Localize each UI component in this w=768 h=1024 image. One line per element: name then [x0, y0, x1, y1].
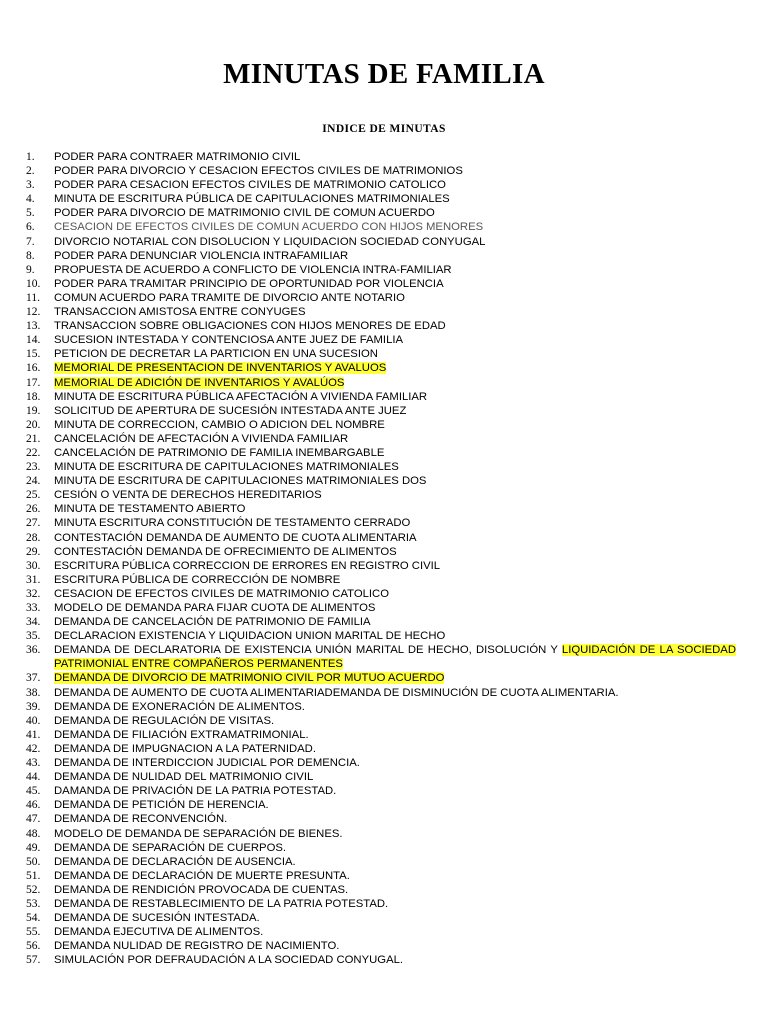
index-item	[26, 404, 736, 418]
index-item-title: CONTESTACIÓN DEMANDA DE AUMENTO DE CUOTA ALIMENTARIA	[54, 531, 417, 544]
index-item-number: 23.	[26, 461, 41, 474]
index-item-number: 28.	[26, 531, 41, 544]
index-item-text	[54, 220, 736, 234]
index-item-title: DEMANDA DE DIVORCIO DE MATRIMONIO CIVIL POR MUTUO ACUERDO	[54, 672, 445, 685]
index-item-text	[54, 263, 736, 277]
index-heading: INDICE DE MINUTAS	[322, 123, 446, 135]
index-item-number: 5.	[26, 207, 35, 220]
index-item	[26, 460, 736, 474]
index-item-text	[54, 686, 736, 700]
index-item-title: PODER PARA DENUNCIAR VIOLENCIA INTRAFAMILIAR	[54, 249, 349, 262]
index-item-text	[54, 897, 736, 911]
index-item-title: DEMANDA DE EXONERACIÓN DE ALIMENTOS.	[54, 700, 305, 713]
index-item-title: TRANSACCION SOBRE OBLIGACIONES CON HIJOS MENORES DE EDAD	[54, 320, 446, 333]
index-item	[26, 164, 736, 178]
index-item-title: DEMANDA DE NULIDAD DEL MATRIMONIO CIVIL	[54, 771, 314, 784]
index-item-number: 51.	[26, 869, 41, 882]
index-item	[26, 686, 736, 700]
index-item-text	[54, 812, 736, 826]
index-item-title: DEMANDA DE SEPARACIÓN DE CUERPOS.	[54, 841, 287, 854]
index-item-text	[54, 728, 736, 742]
index-item	[26, 883, 736, 897]
index-item	[26, 714, 736, 728]
index-item-title: PETICION DE DECRETAR LA PARTICION EN UNA SUCESION	[54, 348, 378, 361]
index-item-title: COMUN ACUERDO PARA TRAMITE DE DIVORCIO ANTE NOTARIO	[54, 291, 405, 304]
index-item-title: DEMANDA DE IMPUGNACION A LA PATERNIDAD.	[54, 742, 316, 755]
index-item	[26, 756, 736, 770]
index-item-number: 32.	[26, 587, 41, 600]
index-item-title: DEMANDA EJECUTIVA DE ALIMENTOS.	[54, 926, 264, 939]
index-item-text	[54, 827, 736, 841]
index-item-number: 22.	[26, 446, 41, 459]
index-item-title: DEMANDA DE INTERDICCION JUDICIAL POR DEMENCIA.	[54, 757, 360, 770]
index-item-title: DEMANDA DE SUCESIÓN INTESTADA.	[54, 912, 260, 925]
index-item-number: 29.	[26, 545, 41, 558]
index-item-title: MINUTA DE TESTAMENTO ABIERTO	[54, 503, 246, 516]
index-item-text	[54, 784, 736, 798]
index-item-title: DEMANDA DE DECLARACIÓN DE AUSENCIA.	[54, 855, 296, 868]
index-item	[26, 418, 736, 432]
index-item-title: CESIÓN O VENTA DE DERECHOS HEREDITARIOS	[54, 489, 322, 502]
index-item-text	[54, 474, 736, 488]
index-item-number: 37.	[26, 672, 41, 685]
index-item-number: 19.	[26, 404, 41, 417]
index-item	[26, 488, 736, 502]
index-item-title: CESACION DE EFECTOS CIVILES DE COMUN ACUERDO CON HIJOS MENORES	[54, 221, 484, 234]
index-item-title: SIMULACIÓN POR DEFRAUDACIÓN A LA SOCIEDAD CONYUGAL.	[54, 954, 404, 967]
index-item-title: DEMANDA DE REGULACIÓN DE VISITAS.	[54, 714, 275, 727]
index-item-title: MINUTA DE ESCRITURA DE CAPITULACIONES MATRIMONIALES	[54, 461, 399, 474]
index-item-text	[54, 432, 736, 446]
index-item-title: DEMANDA NULIDAD DE REGISTRO DE NACIMIENTO.	[54, 940, 340, 953]
index-item	[26, 376, 736, 390]
index-item-title: DEMANDA DE DECLARACIÓN DE MUERTE PRESUNTA.	[54, 869, 350, 882]
index-item-number: 17.	[26, 376, 41, 389]
index-item-highlight: LIQUIDACIÓN DE LA SOCIEDAD PATRIMONIAL ENTRE COMPAÑEROS PERMANENTES	[54, 644, 737, 671]
index-item-text	[54, 953, 736, 967]
index-item-title: DEMANDA DE DECLARATORIA DE EXISTENCIA UNIÓN MARITAL DE HECHO, DISOLUCIÓN Y	[54, 644, 558, 657]
index-item-text	[54, 545, 736, 559]
index-item-number: 38.	[26, 686, 41, 699]
index-item-text	[54, 756, 736, 770]
index-item-text	[54, 164, 736, 178]
index-item-title: CANCELACIÓN DE AFECTACIÓN A VIVIENDA FAMILIAR	[54, 432, 349, 445]
index-item	[26, 573, 736, 587]
index-item-number: 24.	[26, 475, 41, 488]
index-item-number: 47.	[26, 813, 41, 826]
index-item-number: 34.	[26, 616, 41, 629]
index-item-number: 9.	[26, 263, 35, 276]
index-item-number: 1.	[26, 151, 35, 163]
index-item-text	[54, 770, 736, 784]
index-item-number: 45.	[26, 785, 41, 798]
index-item	[26, 798, 736, 812]
index-item-title: MEMORIAL DE PRESENTACION DE INVENTARIOS Y AVALUOS	[54, 362, 387, 375]
index-item-number: 25.	[26, 489, 41, 502]
index-item-title: MODELO DE DEMANDA DE SEPARACIÓN DE BIENES.	[54, 827, 343, 840]
page-title: MINUTAS DE FAMILIA	[223, 58, 545, 90]
index-item	[26, 953, 736, 967]
index-item-number: 54.	[26, 912, 41, 925]
index-item-number: 4.	[26, 193, 35, 206]
index-item	[26, 728, 736, 742]
index-item-number: 18.	[26, 390, 41, 403]
index-item-title: MODELO DE DEMANDA PARA FIJAR CUOTA DE ALIMENTOS	[54, 602, 376, 614]
index-item-number: 10.	[26, 277, 41, 290]
index-item-title: DEMANDA DE RESTABLECIMIENTO DE LA PATRIA POTESTAD.	[54, 897, 389, 910]
index-item-number: 20.	[26, 418, 41, 431]
index-item	[26, 827, 736, 841]
index-item-text	[54, 404, 736, 418]
index-item-text	[54, 601, 736, 615]
index-item-number: 55.	[26, 926, 41, 939]
index-item-title: DEMANDA DE CANCELACIÓN DE PATRIMONIO DE FAMILIA	[54, 616, 371, 629]
index-item-title: PODER PARA CESACION EFECTOS CIVILES DE MATRIMONIO CATOLICO	[54, 179, 446, 192]
index-item	[26, 911, 736, 925]
index-item	[26, 502, 736, 516]
index-item-title: MEMORIAL DE ADICIÓN DE INVENTARIOS Y AVALÚOS	[54, 376, 345, 389]
index-item-title: DECLARACION EXISTENCIA Y LIQUIDACION UNION MARITAL DE HECHO	[54, 630, 446, 643]
index-item-text	[54, 192, 736, 206]
index-item-text	[54, 939, 736, 953]
index-item-title: PROPUESTA DE ACUERDO A CONFLICTO DE VIOLENCIA INTRA-FAMILIAR	[54, 263, 452, 276]
index-item	[26, 206, 736, 220]
index-item-title: MINUTA DE CORRECCION, CAMBIO O ADICION DEL NOMBRE	[54, 418, 385, 431]
index-item	[26, 897, 736, 911]
index-item-text	[54, 277, 736, 291]
index-item-number: 49.	[26, 841, 41, 854]
index-item-text	[54, 305, 736, 319]
index-item	[26, 812, 736, 826]
index-item-number: 26.	[26, 503, 41, 516]
index-item-text	[54, 714, 736, 728]
index-item	[26, 770, 736, 784]
index-item-text	[54, 150, 736, 164]
index-item	[26, 305, 736, 319]
index-item	[26, 220, 736, 234]
index-item-text	[54, 516, 736, 530]
index-item-title: PODER PARA DIVORCIO DE MATRIMONIO CIVIL DE COMUN ACUERDO	[54, 207, 435, 220]
index-item-text	[54, 531, 736, 545]
index-item	[26, 446, 736, 460]
index-item-text	[54, 502, 736, 516]
index-item-number: 57.	[26, 954, 41, 967]
index-item-title: PODER PARA DIVORCIO Y CESACION EFECTOS CIVILES DE MATRIMONIOS	[54, 165, 463, 178]
index-item-number: 42.	[26, 742, 41, 755]
index-item	[26, 319, 736, 333]
index-item-number: 35.	[26, 630, 41, 643]
index-item-title: DEMANDA DE PETICIÓN DE HERENCIA.	[54, 799, 269, 812]
index-item	[26, 671, 736, 685]
index-item	[26, 150, 736, 164]
index-item-title: DAMANDA DE PRIVACIÓN DE LA PATRIA POTESTAD.	[54, 785, 337, 798]
index-item	[26, 587, 736, 601]
index-item-number: 41.	[26, 728, 41, 741]
index-item	[26, 559, 736, 573]
index-item	[26, 347, 736, 361]
index-item-number: 3.	[26, 179, 35, 192]
index-item-text	[54, 319, 736, 333]
index-item-title: CESACION DE EFECTOS CIVILES DE MATRIMONIO CATOLICO	[54, 587, 389, 600]
index-item-number: 2.	[26, 165, 35, 178]
index-item-text	[54, 855, 736, 869]
index-item-number: 36.	[26, 644, 41, 657]
index-item-text	[54, 178, 736, 192]
index-item	[26, 925, 736, 939]
index-item	[26, 531, 736, 545]
index-item-text	[54, 629, 736, 643]
index-item-text	[54, 249, 736, 263]
index-item-number: 33.	[26, 602, 41, 614]
index-item-number: 15.	[26, 348, 41, 361]
index-item	[26, 855, 736, 869]
index-item-text	[54, 488, 736, 502]
index-item-number: 44.	[26, 771, 41, 784]
index-item-text	[54, 615, 736, 629]
index-item	[26, 516, 736, 530]
index-item-text	[54, 869, 736, 883]
index-item-text	[54, 700, 736, 714]
index-item-number: 52.	[26, 883, 41, 896]
index-item-text	[54, 559, 736, 573]
index-item-number: 21.	[26, 432, 41, 445]
index-item	[26, 629, 736, 643]
index-item-title: MINUTA ESCRITURA CONSTITUCIÓN DE TESTAMENTO CERRADO	[54, 517, 411, 530]
index-item-number: 30.	[26, 559, 41, 572]
index-item-text	[54, 643, 736, 671]
index-item-title: ESCRITURA PÚBLICA CORRECCION DE ERRORES EN REGISTRO CIVIL	[54, 559, 441, 572]
index-item-text	[54, 671, 736, 685]
index-item-title: SOLICITUD DE APERTURA DE SUCESIÓN INTESTADA ANTE JUEZ	[54, 404, 407, 417]
index-item-number: 13.	[26, 320, 41, 333]
index-item-number: 53.	[26, 897, 41, 910]
index-item-number: 48.	[26, 827, 41, 840]
index-item	[26, 742, 736, 756]
index-item-title: CONTESTACIÓN DEMANDA DE OFRECIMIENTO DE ALIMENTOS	[54, 545, 397, 558]
index-item-text	[54, 291, 736, 305]
index-item-text	[54, 361, 736, 375]
index-item-text	[54, 925, 736, 939]
index-item-text	[54, 883, 736, 897]
index-item-text	[54, 376, 736, 390]
index-item-title: MINUTA DE ESCRITURA PÚBLICA AFECTACIÓN A VIVIENDA FAMILIAR	[54, 390, 428, 403]
index-item-title: CANCELACIÓN DE PATRIMONIO DE FAMILIA INEMBARGABLE	[54, 446, 385, 459]
index-item-text	[54, 347, 736, 361]
index-item	[26, 601, 736, 615]
index-item-number: 16.	[26, 362, 41, 375]
index-item-text	[54, 390, 736, 404]
index-item-text	[54, 798, 736, 812]
index-item-number: 14.	[26, 334, 41, 347]
index-item	[26, 361, 736, 375]
index-item-number: 12.	[26, 306, 41, 319]
index-item-text	[54, 235, 736, 249]
index-item-number: 31.	[26, 573, 41, 586]
index-item-title: MINUTA DE ESCRITURA PÚBLICA DE CAPITULACIONES MATRIMONIALES	[54, 193, 450, 206]
index-item-text	[54, 418, 736, 432]
index-item-title: SUCESION INTESTADA Y CONTENCIOSA ANTE JUEZ DE FAMILIA	[54, 334, 404, 347]
index-item-text	[54, 911, 736, 925]
index-item	[26, 291, 736, 305]
index-item-text	[54, 573, 736, 587]
index-item-number: 8.	[26, 249, 35, 262]
index-item-title: ESCRITURA PÚBLICA DE CORRECCIÓN DE NOMBRE	[54, 573, 341, 586]
index-item	[26, 263, 736, 277]
index-item-title: DEMANDA DE RENDICIÓN PROVOCADA DE CUENTAS.	[54, 883, 349, 896]
index-item-text	[54, 841, 736, 855]
index-item	[26, 178, 736, 192]
index-item-title: DIVORCIO NOTARIAL CON DISOLUCION Y LIQUIDACION SOCIEDAD CONYUGAL	[54, 235, 486, 248]
index-item-title: TRANSACCION AMISTOSA ENTRE CONYUGES	[54, 306, 306, 319]
index-item	[26, 333, 736, 347]
index-item	[26, 643, 736, 671]
index-item	[26, 249, 736, 263]
index-item-number: 7.	[26, 235, 35, 248]
index-item-number: 11.	[26, 291, 40, 304]
index-item	[26, 615, 736, 629]
index-item	[26, 869, 736, 883]
index-item	[26, 545, 736, 559]
index-item-title: DEMANDA DE AUMENTO DE CUOTA ALIMENTARIADEMANDA DE DISMINUCIÓN DE CUOTA ALIMENTARIA.	[54, 686, 619, 699]
index-item	[26, 277, 736, 291]
index-item-number: 6.	[26, 221, 35, 234]
index-item-title: PODER PARA TRAMITAR PRINCIPIO DE OPORTUNIDAD POR VIOLENCIA	[54, 277, 444, 290]
index-item	[26, 939, 736, 953]
index-item-number: 39.	[26, 700, 41, 713]
index-item-number: 40.	[26, 714, 41, 727]
index-item-title: DEMANDA DE RECONVENCIÓN.	[54, 813, 228, 826]
index-item-text	[54, 742, 736, 756]
index-item-number: 27.	[26, 517, 41, 530]
index-item-text	[54, 446, 736, 460]
index-item	[26, 432, 736, 446]
index-item-number: 56.	[26, 940, 41, 953]
index-item-text	[54, 206, 736, 220]
index-item-text	[54, 587, 736, 601]
index-item	[26, 784, 736, 798]
index-item	[26, 235, 736, 249]
index-item-number: 46.	[26, 799, 41, 812]
index-item-title: MINUTA DE ESCRITURA DE CAPITULACIONES MATRIMONIALES DOS	[54, 475, 427, 488]
index-item-title: DEMANDA DE FILIACIÓN EXTRAMATRIMONIAL.	[54, 728, 309, 741]
index-item-title: PODER PARA CONTRAER MATRIMONIO CIVIL	[54, 151, 301, 163]
index-item	[26, 192, 736, 206]
index-item-number: 43.	[26, 757, 41, 770]
index-item-text	[54, 460, 736, 474]
index-list	[26, 150, 736, 967]
index-item-number: 50.	[26, 855, 41, 868]
index-item-text	[54, 333, 736, 347]
index-item	[26, 390, 736, 404]
index-item	[26, 474, 736, 488]
index-item	[26, 841, 736, 855]
index-item	[26, 700, 736, 714]
